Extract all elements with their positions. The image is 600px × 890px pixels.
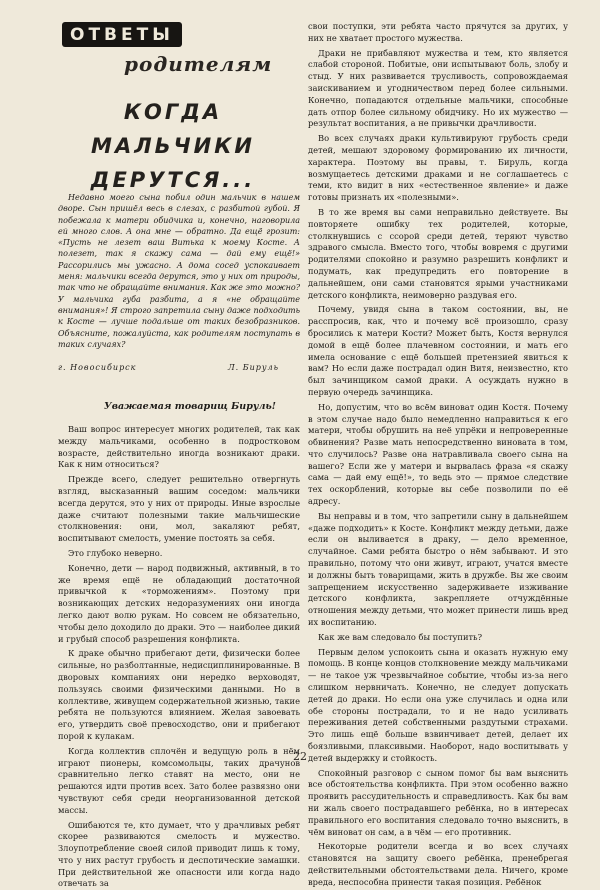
- article-title: [58, 95, 288, 197]
- reader-letter: [58, 192, 300, 354]
- reply-paragraph: Ваш вопрос интересует многих родителей, так как между мальчиками, особенно в подростковом возрасте, действительно иногда возникают драки. Как к ним относиться?: [58, 424, 300, 471]
- reply-right-column: [308, 21, 568, 743]
- reply-paragraph: Когда коллектив сплочён и ведущую роль в нём играют пионеры, комсомольцы, таких драчунов сравнительно легко ставят на место, они не решаются идти против всех. Зато более развязно они чувствуют себя среди неорганизованной детской массы.: [58, 746, 300, 817]
- letter-author: Л. Бируль: [228, 363, 279, 372]
- reply-paragraph: Во всех случаях драки культивируют грубость среди детей, мешают здоровому формированию их личности, характера. Поэтому вы правы, т. Бируль, когда возмущаетесь детскими драками и не соглашаетесь с теми, кто видит в них «естественное явление» и даже готовы признать их «полезными».: [308, 133, 568, 204]
- reply-left-column: [58, 424, 300, 742]
- article-title-line-2: ДЕРУТСЯ...: [58, 163, 288, 197]
- letter-city: г. Новосибирск: [58, 363, 136, 372]
- reply-paragraph: свои поступки, эти ребята часто прячутся за других, у них не хватает простого мужества.: [308, 21, 568, 45]
- reply-paragraph: Это глубоко неверно.: [58, 548, 300, 560]
- reply-paragraph: Некоторые родители всегда и во всех случаях становятся на защиту своего ребёнка, пренебрегая действительными обстоятельствами дела. Ничего, кроме вреда, неспособна принести такая позиция. Ребёнок: [308, 841, 568, 888]
- reply-paragraph: Почему, увидя сына в таком состоянии, вы, не расспросив, как, что и почему всё произошло, сразу бросились к матери Кости? Может быть, Костя вернулся домой в ещё более плачевном состоянии, и мать его имела основание с ещё большей претензией явиться к вам? Но если даже пострадал один Витя, неизвестно, кто был зачинщиком самой драки. А осуждать нужно в первую очередь зачинщика.: [308, 304, 568, 398]
- reply-paragraph: Вы неправы и в том, что запретили сыну в дальнейшем «даже подходить» к Косте. Конфликт между детьми, даже если он выливается в драку, — дело временное, случайное. Сами ребята быстро о нём забывают. И это правильно, потому что они живут, играют, учатся вместе и должны быть товарищами, жить в дружбе. Вы же своим запрещением искусственно задерживаете изживание детского конфликта, закрепляете отчуждённые отношения между детьми, что может принести лишь вред их воспитанию.: [308, 511, 568, 629]
- reader-letter-text: Недавно моего сына побил один мальчик в нашем дворе. Сын пришёл весь в слезах, с разбитой губой. Я побежала к матери обидчика и, конечно, наговорила ей много слов. А она мне — обратно. Да ещё грозит: «Пусть не лезет ваш Витька к моему Косте. А полезет, так я скажу сама — дай ему ещё!» Рассорились мы ужасно. А дома сосед успокаивает меня: мальчики всегда дерутся, это у них от природы, так что не обращайте внимания. Как же это можно? У мальчика губа разбита, а я «не обращайте внимания»! Я строго запретила сыну даже подходить к Косте — лучше подальше от таких безобразников. Объясните, пожалуйста, как родителям поступать в таких случаях?: [58, 192, 300, 350]
- reply-paragraph: Конечно, дети — народ подвижный, активный, в то же время ещё не обладающий достаточной привычкой к «торможениям». Поэтому при возникающих детских недоразумениях они иногда легко дают волю рукам. Но совсем не обязательно, чтобы дело доходило до драки. Это — наиболее дикий и грубый способ разрешения конфликта.: [58, 563, 300, 646]
- page-number: 22: [0, 750, 600, 763]
- reply-salutation: Уважаемая товарищ Бируль!: [104, 401, 276, 412]
- section-subtitle: родителям: [124, 52, 272, 76]
- article-title-line-1: КОГДА МАЛЬЧИКИ: [58, 95, 288, 163]
- reply-paragraph: Как же вам следовало бы поступить?: [308, 632, 568, 644]
- reply-paragraph: Первым делом успокоить сына и оказать нужную ему помощь. В конце концов столкновение между мальчиками — не такое уж чрезвычайное событие, чтобы из-за него слишком нервничать. Конечно, не следует допускать детей до драки. Но если она уже случилась и одна или обе стороны пострадали, то и не надо усиливать переживания детей собственными раздутыми страхами. Это лишь ещё больше взвинчивает детей, делает их боязливыми, плаксивыми. Наоборот, надо воспитывать у детей выдержку и стойкость.: [308, 647, 568, 765]
- reply-paragraph: Драки не прибавляют мужества и тем, кто является слабой стороной. Побитые, они испытывают боль, злобу и стыд. У них развивается трусливость, сопровождаемая заискиванием и угодничеством перед более сильными. Конечно, попадаются отдельные мальчики, способные дать отпор более сильному обидчику. Но их мужество — результат воспитания, а не привычки драчливости.: [308, 48, 568, 131]
- reply-paragraph: Но, допустим, что во всём виноват один Костя. Почему в этом случае надо было немедленно направиться к его матери, чтобы обрушить на неё упрёки и непроверенные обвинения? Разве мать непосредственно виновата в том, что случилось? Разве она натравливала своего сына на вашего? Если же у матери и вырвалась фраза «я скажу сама — дай ему ещё!», то ведь это — прямое следствие тех оскорблений, которые вы себе позволили по её адресу.: [308, 402, 568, 508]
- section-header: [62, 22, 237, 80]
- reply-paragraph: Прежде всего, следует решительно отвергнуть взгляд, высказанный вашим соседом: мальчики всегда дерутся, это у них от природы. Иные взрослые даже считают полезными такие мальчишеские столкновения: они, мол, закаляют ребят, воспитывают смелость, умение постоять за себя.: [58, 474, 300, 545]
- reply-paragraph: К драке обычно прибегают дети, физически более сильные, но разболтанные, недисциплинированные. В дворовых компаниях они нередко верховодят, пользуясь своими физическими данными. Но в коллективе, живущем содержательной жизнью, такие ребята не пользуются влиянием. Желая завоевать его, утвердить своё превосходство, они и прибегают порой к кулакам.: [58, 648, 300, 742]
- reply-paragraph: В то же время вы сами неправильно действуете. Вы повторяете ошибку тех родителей, которые, столкнувшись с ссорой среди детей, теряют чувство здравого смысла. Вместо того, чтобы вовремя с другими родителями спокойно и разумно разрешить конфликт и подумать, как предупредить его повторение в дальнейшем, они сами становятся ярыми участниками детского конфликта, неимоверно раздувая его.: [308, 207, 568, 301]
- section-badge: ОТВЕТЫ: [62, 22, 182, 47]
- reply-paragraph: Спокойный разговор с сыном помог бы вам выяснить все обстоятельства конфликта. При этом особенно важно проявить рассудительность и справедливость. Как бы вам ни жаль своего пострадавшего ребёнка, но в интересах правильного его воспитания следовало точно выяснить, в чём виноват он сам, а в чём — его противник.: [308, 768, 568, 839]
- reply-paragraph: Ошибаются те, кто думает, что у драчливых ребят скорее развиваются смелость и мужество. Злоупотребление своей силой приводит лишь к тому, что у них растут грубость и деспотические замашки. При действительной же опасности или когда надо отвечать за: [58, 820, 300, 890]
